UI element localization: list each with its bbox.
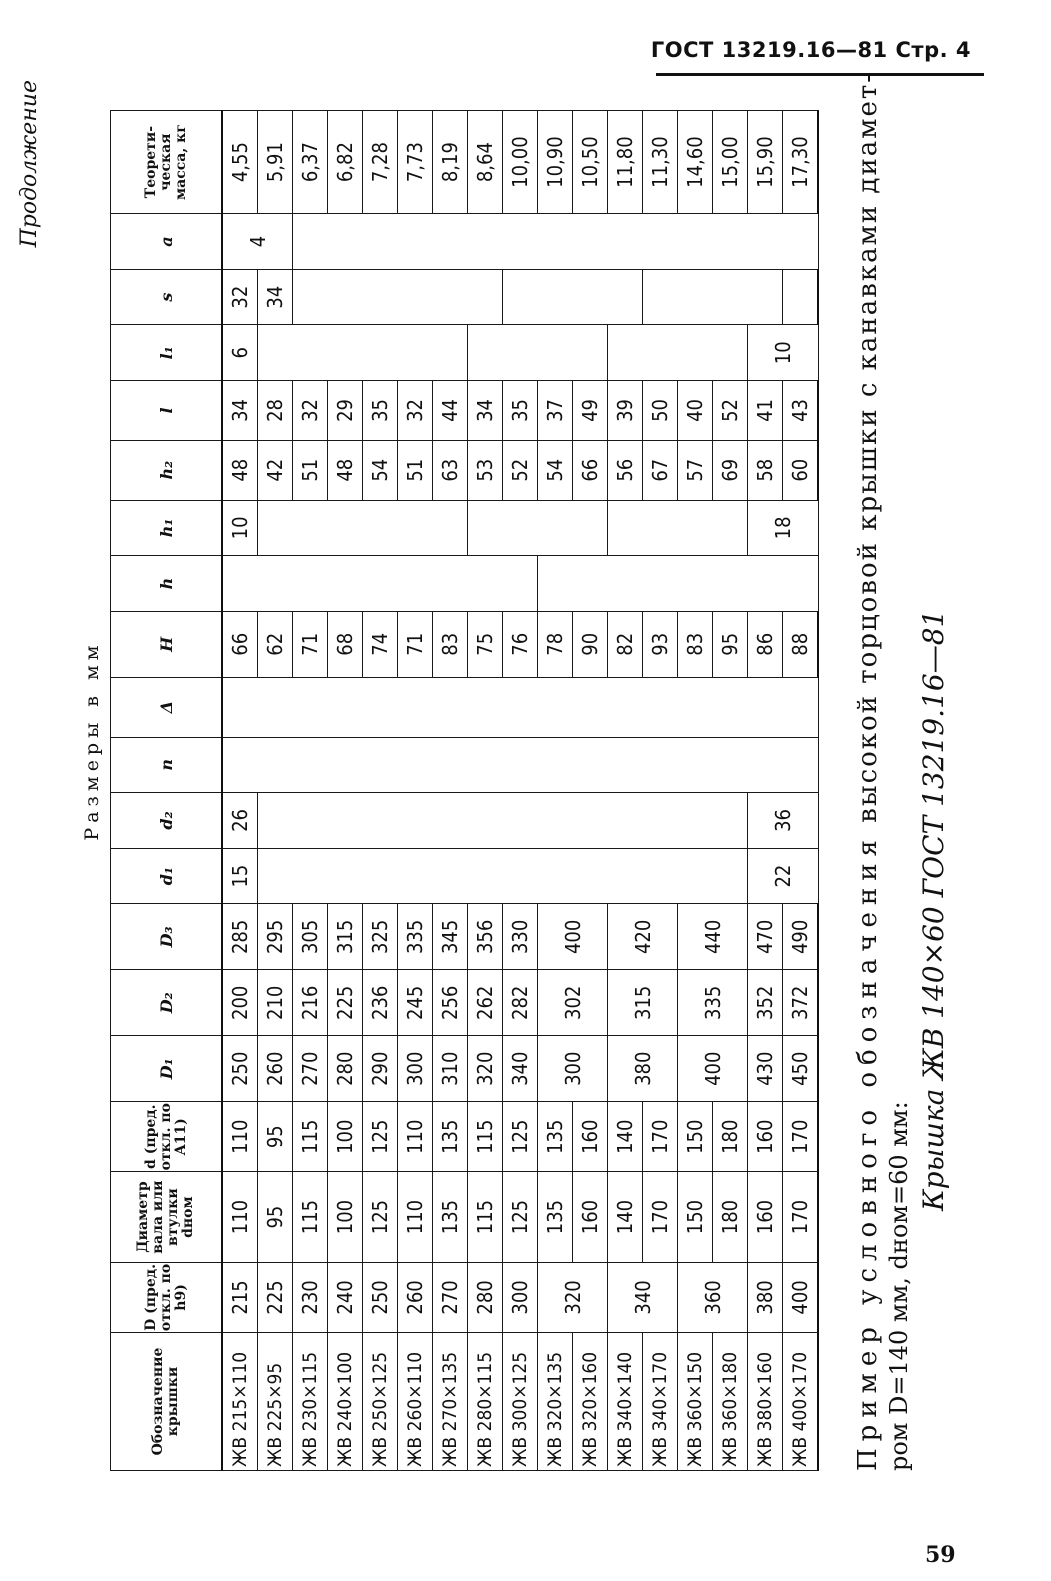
table-cell: 110 <box>398 1172 433 1263</box>
table-cell: 170 <box>783 1102 819 1172</box>
table-cell: 10 <box>222 500 258 556</box>
cover-designation-cell: ЖВ 320×135 <box>538 1332 573 1470</box>
table-row <box>222 111 258 1471</box>
table-cell: 470 <box>748 904 783 970</box>
table-cell: 270 <box>293 1036 328 1102</box>
table-cell <box>222 737 818 793</box>
cover-designation-cell: ЖВ 250×125 <box>363 1332 398 1470</box>
table-cell: 300 <box>503 1262 538 1332</box>
table-cell <box>258 500 468 556</box>
table-cell: 74 <box>363 611 398 677</box>
table-cell: 11,80 <box>608 111 643 214</box>
table-cell: 160 <box>748 1102 783 1172</box>
table-cell <box>643 269 783 325</box>
table-cell: 310 <box>433 1036 468 1102</box>
table-cell <box>608 500 748 556</box>
table-cell: 352 <box>748 970 783 1036</box>
table-cell: 335 <box>678 970 748 1036</box>
table-cell <box>258 848 748 904</box>
cover-designation-cell: ЖВ 360×180 <box>713 1332 748 1470</box>
rotated-page-content <box>15 10 1047 1471</box>
col-header-h2: h₂ <box>111 440 223 500</box>
table-cell: 430 <box>748 1036 783 1102</box>
table-cell: 7,28 <box>363 111 398 214</box>
cover-designation-cell: ЖВ 360×150 <box>678 1332 713 1470</box>
table-cell: 51 <box>398 440 433 500</box>
table-cell <box>468 325 608 381</box>
table-cell: 420 <box>608 904 678 970</box>
table-cell: 100 <box>328 1172 363 1263</box>
table-cell: 315 <box>608 970 678 1036</box>
table-cell: 280 <box>328 1036 363 1102</box>
units-caption: Размеры в мм <box>81 640 103 841</box>
table-cell: 78 <box>538 611 573 677</box>
table-cell: 37 <box>538 381 573 441</box>
table-cell: 210 <box>258 970 293 1036</box>
table-cell: 43 <box>783 381 819 441</box>
table-cell: 290 <box>363 1036 398 1102</box>
table-cell: 7,73 <box>398 111 433 214</box>
table-cell: 356 <box>468 904 503 970</box>
table-cell: 60 <box>783 440 819 500</box>
table-cell: 135 <box>433 1172 468 1263</box>
table-cell: 51 <box>293 440 328 500</box>
table-cell: 69 <box>713 440 748 500</box>
table-cell: 63 <box>433 440 468 500</box>
col-header-designation: Обозначение крышки <box>111 1332 223 1470</box>
table-cell: 230 <box>293 1262 328 1332</box>
cover-designation-cell: ЖВ 215×110 <box>222 1332 258 1470</box>
table-cell: 10 <box>748 325 819 381</box>
table-cell: 125 <box>503 1102 538 1172</box>
table-cell: 125 <box>363 1172 398 1263</box>
table-cell: 115 <box>293 1172 328 1263</box>
table-cell: 22 <box>748 848 819 904</box>
table-cell: 115 <box>468 1102 503 1172</box>
table-cell: 44 <box>433 381 468 441</box>
table-cell: 262 <box>468 970 503 1036</box>
table-cell: 88 <box>783 611 819 677</box>
table-cell: 39 <box>608 381 643 441</box>
example-heading: Пример условного обозначения <box>853 833 883 1471</box>
col-header-H: H <box>111 611 223 677</box>
cover-designation-cell: ЖВ 320×160 <box>573 1332 608 1470</box>
table-cell: 300 <box>538 1036 608 1102</box>
table-cell: 57 <box>678 440 713 500</box>
table-cell: 180 <box>713 1102 748 1172</box>
table-cell: 380 <box>608 1036 678 1102</box>
cover-designation-cell: ЖВ 230×115 <box>293 1332 328 1470</box>
table-cell: 140 <box>608 1172 643 1263</box>
table-cell: 135 <box>433 1102 468 1172</box>
table-cell: 236 <box>363 970 398 1036</box>
table-cell: 68 <box>328 611 363 677</box>
table-cell: 48 <box>222 440 258 500</box>
col-header-l: l <box>111 381 223 441</box>
table-cell: 335 <box>398 904 433 970</box>
table-cell: 6,37 <box>293 111 328 214</box>
table-cell: 6 <box>222 325 258 381</box>
table-cell: 35 <box>503 381 538 441</box>
table-cell: 4,55 <box>222 111 258 214</box>
table-cell <box>293 214 819 270</box>
table-cell: 280 <box>468 1262 503 1332</box>
table-cell: 300 <box>398 1036 433 1102</box>
table-cell: 256 <box>433 970 468 1036</box>
example-line-1 <box>853 72 883 1471</box>
table-cell: 75 <box>468 611 503 677</box>
table-cell: 10,90 <box>538 111 573 214</box>
table-cell: 285 <box>222 904 258 970</box>
table-cell: 15,00 <box>713 111 748 214</box>
table-cell: 34 <box>258 269 293 325</box>
col-header-D3: D₃ <box>111 904 223 970</box>
table-cell: 86 <box>748 611 783 677</box>
table-cell: 66 <box>222 611 258 677</box>
table-cell: 52 <box>713 381 748 441</box>
table-cell <box>608 325 748 381</box>
table-cell: 29 <box>328 381 363 441</box>
table-cell: 42 <box>258 440 293 500</box>
table-cell <box>293 269 503 325</box>
table-cell: 17,30 <box>783 111 819 214</box>
cover-designation-cell: ЖВ 340×140 <box>608 1332 643 1470</box>
table-cell: 140 <box>608 1102 643 1172</box>
table-cell: 400 <box>678 1036 748 1102</box>
table-cell: 160 <box>573 1172 608 1263</box>
table-cell: 170 <box>783 1172 819 1263</box>
table-cell: 245 <box>398 970 433 1036</box>
cover-designation-cell: ЖВ 380×160 <box>748 1332 783 1470</box>
dimensions-table <box>110 110 819 1471</box>
table-cell: 11,30 <box>643 111 678 214</box>
table-cell: 4 <box>222 214 293 270</box>
table-cell: 225 <box>258 1262 293 1332</box>
table-cell: 320 <box>468 1036 503 1102</box>
table-cell: 150 <box>678 1172 713 1263</box>
table-cell: 67 <box>643 440 678 500</box>
col-header-d1: d₁ <box>111 848 223 904</box>
table-cell: 302 <box>538 970 608 1036</box>
table-cell: 50 <box>643 381 678 441</box>
table-cell: 125 <box>503 1172 538 1263</box>
col-header-h: h <box>111 556 223 612</box>
col-header-D2: D₂ <box>111 970 223 1036</box>
col-header-D1: D₁ <box>111 1036 223 1102</box>
table-cell: 115 <box>468 1172 503 1263</box>
table-cell: 260 <box>258 1036 293 1102</box>
table-cell: 400 <box>783 1262 819 1332</box>
table-cell: 250 <box>222 1036 258 1102</box>
table-cell: 216 <box>293 970 328 1036</box>
table-cell: 10,00 <box>503 111 538 214</box>
table-cell: 340 <box>608 1262 678 1332</box>
table-cell: 360 <box>678 1262 748 1332</box>
table-cell: 32 <box>222 269 258 325</box>
table-cell <box>783 269 819 325</box>
table-cell: 49 <box>573 381 608 441</box>
table-cell <box>258 325 468 381</box>
table-cell: 54 <box>538 440 573 500</box>
table-cell <box>258 793 748 849</box>
table-cell: 135 <box>538 1172 573 1263</box>
cover-designation-cell: ЖВ 240×100 <box>328 1332 363 1470</box>
table-cell: 305 <box>293 904 328 970</box>
table-cell: 200 <box>222 970 258 1036</box>
example-line-2: ром D=140 мм, dном=60 мм: <box>885 1101 913 1471</box>
col-header-l1: l₁ <box>111 325 223 381</box>
cover-designation-cell: ЖВ 400×170 <box>783 1332 819 1470</box>
table-cell: 8,19 <box>433 111 468 214</box>
table-cell <box>538 556 819 612</box>
table-cell: 62 <box>258 611 293 677</box>
table-cell: 18 <box>748 500 819 556</box>
table-cell: 48 <box>328 440 363 500</box>
table-cell: 450 <box>783 1036 819 1102</box>
table-cell: 28 <box>258 381 293 441</box>
table-cell: 76 <box>503 611 538 677</box>
table-cell: 170 <box>643 1172 678 1263</box>
col-header-d-nom: Диаметр вала или втулки dном <box>111 1172 223 1263</box>
table-cell: 100 <box>328 1102 363 1172</box>
table-cell: 34 <box>222 381 258 441</box>
table-cell: 41 <box>748 381 783 441</box>
table-cell: 372 <box>783 970 819 1036</box>
table-cell <box>468 500 608 556</box>
table-cell <box>222 556 538 612</box>
table-cell: 490 <box>783 904 819 970</box>
cover-designation-cell: ЖВ 260×110 <box>398 1332 433 1470</box>
table-body <box>222 111 818 1471</box>
col-header-D: D (пред. откл. по h9) <box>111 1262 223 1332</box>
col-header-h1: h₁ <box>111 500 223 556</box>
table-cell: 14,60 <box>678 111 713 214</box>
table-cell: 115 <box>293 1102 328 1172</box>
cover-designation-cell: ЖВ 270×135 <box>433 1332 468 1470</box>
table-cell: 58 <box>748 440 783 500</box>
table-cell: 32 <box>398 381 433 441</box>
table-cell: 6,82 <box>328 111 363 214</box>
table-cell: 54 <box>363 440 398 500</box>
table-cell: 110 <box>222 1102 258 1172</box>
table-cell: 345 <box>433 904 468 970</box>
table-cell: 325 <box>363 904 398 970</box>
table-cell: 160 <box>573 1102 608 1172</box>
table-cell: 270 <box>433 1262 468 1332</box>
table-cell: 15,90 <box>748 111 783 214</box>
table-cell <box>503 269 643 325</box>
col-header-delta: Δ <box>111 677 223 737</box>
table-cell: 250 <box>363 1262 398 1332</box>
table-cell: 83 <box>678 611 713 677</box>
table-cell: 400 <box>538 904 608 970</box>
table-cell: 35 <box>363 381 398 441</box>
continuation-label: Продолжение <box>17 80 42 248</box>
table-cell: 95 <box>258 1102 293 1172</box>
table-cell: 8,64 <box>468 111 503 214</box>
table-cell: 380 <box>748 1262 783 1332</box>
table-cell: 93 <box>643 611 678 677</box>
table-cell: 135 <box>538 1102 573 1172</box>
table-cell: 10,50 <box>573 111 608 214</box>
col-header-n: n <box>111 737 223 793</box>
table-cell: 71 <box>398 611 433 677</box>
table-cell: 34 <box>468 381 503 441</box>
table-cell: 56 <box>608 440 643 500</box>
table-cell: 26 <box>222 793 258 849</box>
table-cell: 15 <box>222 848 258 904</box>
table-cell: 110 <box>222 1172 258 1263</box>
table-cell: 440 <box>678 904 748 970</box>
table-cell: 83 <box>433 611 468 677</box>
table-cell: 150 <box>678 1102 713 1172</box>
col-header-mass: Теорети-ческая масса, кг <box>111 111 223 214</box>
table-cell: 282 <box>503 970 538 1036</box>
table-cell: 95 <box>713 611 748 677</box>
table-cell: 340 <box>503 1036 538 1102</box>
table-cell: 320 <box>538 1262 608 1332</box>
page-number: 59 <box>925 1542 956 1568</box>
table-cell: 225 <box>328 970 363 1036</box>
table-cell: 36 <box>748 793 819 849</box>
table-cell: 315 <box>328 904 363 970</box>
table-cell: 71 <box>293 611 328 677</box>
table-cell: 330 <box>503 904 538 970</box>
example-text: высокой торцовой крышки с канавками диамет- <box>853 71 883 823</box>
table-cell: 110 <box>398 1102 433 1172</box>
table-cell: 95 <box>258 1172 293 1263</box>
col-header-d: d (пред. откл. по A11) <box>111 1102 223 1172</box>
table-cell: 240 <box>328 1262 363 1332</box>
table-cell: 180 <box>713 1172 748 1263</box>
col-header-s: s <box>111 269 223 325</box>
page-header: ГОСТ 13219.16—81 Стр. 4 <box>650 38 971 62</box>
table-cell: 82 <box>608 611 643 677</box>
col-header-a: a <box>111 214 223 270</box>
table-cell: 260 <box>398 1262 433 1332</box>
col-header-d2: d₂ <box>111 793 223 849</box>
table-cell: 90 <box>573 611 608 677</box>
table-cell: 5,91 <box>258 111 293 214</box>
cover-designation-cell: ЖВ 300×125 <box>503 1332 538 1470</box>
table-cell: 40 <box>678 381 713 441</box>
table-cell: 53 <box>468 440 503 500</box>
table-cell: 170 <box>643 1102 678 1172</box>
cover-designation-cell: ЖВ 280×115 <box>468 1332 503 1470</box>
header-row <box>111 111 223 1471</box>
table-cell: 215 <box>222 1262 258 1332</box>
table-cell: 125 <box>363 1102 398 1172</box>
cover-designation-cell: ЖВ 340×170 <box>643 1332 678 1470</box>
table-cell: 52 <box>503 440 538 500</box>
table-cell <box>222 677 818 737</box>
example-designation: Крышка ЖВ 140×60 ГОСТ 13219.16—81 <box>917 609 950 1211</box>
cover-designation-cell: ЖВ 225×95 <box>258 1332 293 1470</box>
table-cell: 160 <box>748 1172 783 1263</box>
table-cell: 32 <box>293 381 328 441</box>
table-cell: 66 <box>573 440 608 500</box>
table-cell: 295 <box>258 904 293 970</box>
